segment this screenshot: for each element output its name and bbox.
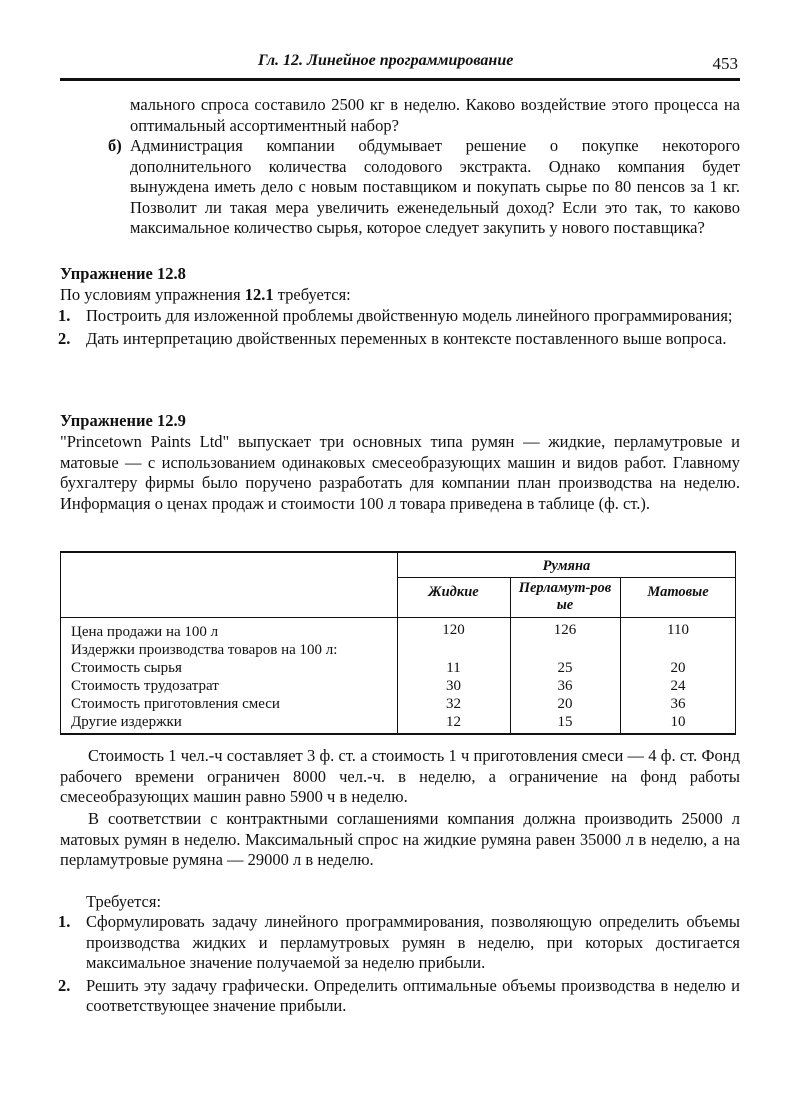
table-cell: 10 <box>670 714 686 730</box>
table-cell: 30 <box>446 678 461 694</box>
exercise-12-8-list <box>58 306 740 349</box>
table-cell: 126 <box>553 622 577 638</box>
list-item-number: 2. <box>58 328 71 348</box>
table-column-header: Жидкие <box>428 584 479 600</box>
chapter-title: Гл. 12. Линейное программирование <box>258 52 514 69</box>
list-item-text: Дать интерпретацию двойственных переменных в контексте поставленного выше вопроса. <box>86 328 727 348</box>
page-header <box>60 48 740 81</box>
table-row-label: Стоимость приготовления смеси <box>71 696 280 712</box>
required-label: Требуется: <box>86 892 162 911</box>
table-cell: 25 <box>557 660 573 676</box>
exercise-12-9-intro: "Princetown Paints Ltd" выпускает три основных типа румян — жидкие, перламутровые и матовые — с использованием одинаковых смесеобразующих машин и видов работ. Главному бухгалтеру фирмы было поручено разработать для компании план производства на неделю. Информация о ценах продаж и стоимости 100 л товара приведена в таблице (ф. ст.). <box>60 432 740 513</box>
table-row <box>71 677 736 695</box>
paragraph-contracts: В соответствии с контрактными соглашениями компания должна производить 25000 л матовых румян в неделю. Максимальный спрос на жидкие румяна равен 35000 л в неделю, а на перламутровые румяна — 29000 л в неделю. <box>60 809 740 869</box>
table-cell: 110 <box>667 622 689 638</box>
list-item <box>58 329 740 350</box>
table-divider <box>60 617 736 618</box>
exercise-12-9-heading: Упражнение 12.9 <box>60 411 186 430</box>
table-row <box>71 623 736 641</box>
table-row <box>71 695 736 713</box>
table-cell: 24 <box>670 678 686 694</box>
table-body <box>71 623 736 731</box>
continuation-paragraph: мального спроса составило 2500 кг в неделю. Каково воздействие этого процесса на оптимальный ассортиментный набор? <box>130 95 740 135</box>
table-row <box>71 641 736 659</box>
table-divider <box>397 577 736 578</box>
table-cell: 36 <box>670 696 686 712</box>
list-item-text: Сформулировать задачу линейного программирования, позволяющую определить объемы производства жидких и перламутровых румян в неделю, при которых достигается максимальное значение получаемой за неделю прибыли. <box>86 912 740 972</box>
exercise-12-8-heading: Упражнение 12.8 <box>60 264 186 283</box>
table-row-label: Стоимость сырья <box>71 660 182 676</box>
page-number: 453 <box>712 54 738 73</box>
table-group-header: Румяна <box>542 558 591 574</box>
table-cell: 120 <box>442 622 465 638</box>
list-item-text: Решить эту задачу графически. Определить оптимальные объемы производства в неделю и соответствующее значение прибыли. <box>86 975 740 1015</box>
intro-text-end: требуется: <box>273 285 351 304</box>
list-item-number: 1. <box>58 306 71 325</box>
table-row <box>71 659 736 677</box>
table-cell: 20 <box>670 660 686 676</box>
item-b-text: Администрация компании обдумывает решение о покупке некоторого дополнительного количества солодового экстракта. Однако компания будет вынуждена иметь дело с новым поставщиком и покупать сырье по 80 пенсов за 1 кг. Позволит ли такая мера увеличить еженедельный доход? Если это так, то каково максимальное количество сырья, которое следует закупить у нового поставщика? <box>130 136 740 237</box>
intro-text: По условиям упражнения <box>60 285 245 304</box>
list-item-number: 1. <box>58 912 71 931</box>
table-cell: 11 <box>446 660 461 676</box>
table-row-label: Стоимость трудозатрат <box>71 678 219 694</box>
table-column-header: Перламут-ровые <box>518 580 612 613</box>
table-row-label: Другие издержки <box>71 714 182 730</box>
exercise-12-9-list <box>58 912 740 1017</box>
list-item-text: Построить для изложенной проблемы двойственную модель линейного программирования; <box>86 306 733 325</box>
intro-ref: 12.1 <box>244 285 274 304</box>
list-item <box>58 306 740 327</box>
table-row <box>71 713 736 731</box>
list-item-number: 2. <box>58 975 71 995</box>
table-cell: 20 <box>557 696 573 712</box>
table-cell: 12 <box>446 714 461 730</box>
paragraph-labor-cost: Стоимость 1 чел.-ч составляет 3 ф. ст. а стоимость 1 ч приготовления смеси — 4 ф. ст. Фонд рабочего времени ограничен 8000 чел.-ч. в неделю, а ограничение на фонд работы смесеобразующих машин равно 5900 ч в неделю. <box>60 746 740 806</box>
list-item <box>58 976 740 1017</box>
exercise-12-8-intro <box>60 285 740 306</box>
item-b-marker: б) <box>108 136 122 155</box>
table-cell: 15 <box>557 714 573 730</box>
list-item <box>58 912 740 974</box>
table-row-label: Издержки производства товаров на 100 л: <box>71 642 338 658</box>
item-b <box>108 136 740 239</box>
table-row-label: Цена продажи на 100 л <box>71 624 219 640</box>
table-column-header: Матовые <box>647 584 709 600</box>
table-cell: 32 <box>446 696 461 712</box>
table-cell: 36 <box>557 678 573 694</box>
